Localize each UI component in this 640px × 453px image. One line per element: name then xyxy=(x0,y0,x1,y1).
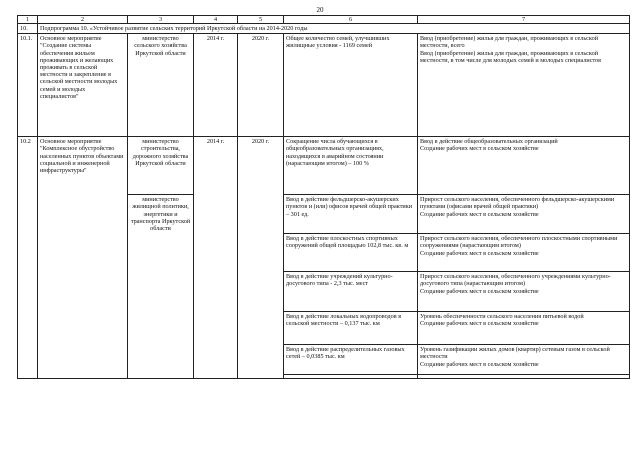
start-year: 2014 г. xyxy=(194,34,238,137)
result xyxy=(418,137,630,195)
result xyxy=(418,234,630,272)
indicator: Общее количество семей, улучшивших жилищные условия - 1169 семей xyxy=(284,34,418,137)
result-line: Создание рабочих мест в сельском хозяйстве xyxy=(420,360,539,368)
result-line: Ввод (приобретение) жилья для граждан, проживающих в сельской местности, в том числе для молодых семей и молодых специалистов xyxy=(420,49,602,64)
empty-cell xyxy=(284,375,418,379)
header-cell: 2 xyxy=(38,16,128,24)
result xyxy=(418,312,630,345)
result xyxy=(418,272,630,312)
result-line: Создание рабочих мест в сельском хозяйстве xyxy=(420,145,539,153)
result xyxy=(418,34,630,137)
indicator: Ввод в действие учреждений культурно-досугового типа - 2,3 тыс. мест xyxy=(284,272,418,312)
result-line: Прирост сельского населения, обеспеченного учреждениями культурно-досугового типа (нарастающим итогом) xyxy=(420,273,611,288)
result xyxy=(418,195,630,234)
empty-cell xyxy=(418,375,630,379)
result-line: Ввод (приобретение) жилья для граждан, проживающих в сельской местности, всего xyxy=(420,35,599,50)
header-cell: 1 xyxy=(18,16,38,24)
indicator: Ввод в действие плоскостных спортивных сооружений общей площадью 102,8 тыс. кв. м xyxy=(284,234,418,272)
page-number: 20 xyxy=(316,6,324,14)
subprogram-row xyxy=(18,24,630,34)
header-cell: 4 xyxy=(194,16,238,24)
activity-name: Основное мероприятие "Создание системы обеспечения жильем проживающих и желающих проживать в сельской местности и закрепление в сельской местности молодых семей и молодых специалистов" xyxy=(38,34,128,137)
indicator: Сокращение числа обучающихся в общеобразовательных организациях, находящихся в аварийном состоянии (нарастающим итогом) – 100 % xyxy=(284,137,418,195)
indicator: Ввод в действие распределительных газовых сетей – 0,0385 тыс. км xyxy=(284,345,418,375)
row-number: 10.2 xyxy=(18,137,38,379)
result-line: Создание рабочих мест в сельском хозяйстве xyxy=(420,320,539,328)
indicator: Ввод в действие фельдшерско-акушерских пунктов и (или) офисов врачей общей практики – 301 ед. xyxy=(284,195,418,234)
header-cell: 7 xyxy=(418,16,630,24)
table-row xyxy=(18,137,630,195)
end-year: 2020 г. xyxy=(238,137,284,379)
table-row xyxy=(18,34,630,137)
result-line: Уровень газификации жилых домов (квартир) сетевым газом в сельской местности xyxy=(420,346,610,361)
subprogram-title: Подпрограмма 10. «Устойчивое развитие сельских территорий Иркутской области на 2014-2020 годы xyxy=(38,24,630,34)
executor: министерство сельского хозяйства Иркутской области xyxy=(128,34,194,137)
program-table xyxy=(17,15,630,379)
activity-name: Основное мероприятие "Комплексное обустройство населенных пунктов объектами социальной и инженерной инфраструктуры" xyxy=(38,137,128,379)
result-line: Прирост сельского населения, обеспеченного плоскостными спортивными сооружениями (нарастающим итогом) xyxy=(420,235,618,250)
result-line: Ввод в действие общеобразовательных организаций xyxy=(420,138,558,146)
header-row xyxy=(18,16,630,24)
header-cell: 6 xyxy=(284,16,418,24)
header-cell: 5 xyxy=(238,16,284,24)
result-line: Создание рабочих мест в сельском хозяйстве xyxy=(420,249,539,257)
executor: министерство жилищной политики, энергетики и транспорта Иркутской области xyxy=(128,195,194,379)
result-line: Создание рабочих мест в сельском хозяйстве xyxy=(420,210,539,218)
result-line: Прирост сельского населения, обеспеченного фельдшерско-акушерскими пунктами (офисами врачей общей практики) xyxy=(420,196,615,211)
start-year: 2014 г. xyxy=(194,137,238,379)
indicator: Ввод в действие локальных водопроводов в сельской местности – 0,137 тыс. км xyxy=(284,312,418,345)
result-line: Создание рабочих мест в сельском хозяйстве xyxy=(420,287,539,295)
executor: министерство строительства, дорожного хозяйства Иркутской области xyxy=(128,137,194,195)
row-number: 10.1. xyxy=(18,34,38,137)
end-year: 2020 г. xyxy=(238,34,284,137)
header-cell: 3 xyxy=(128,16,194,24)
result-line: Уровень обеспеченности сельского населения питьевой водой xyxy=(420,313,584,321)
subprogram-number: 10. xyxy=(18,24,38,34)
result xyxy=(418,345,630,375)
